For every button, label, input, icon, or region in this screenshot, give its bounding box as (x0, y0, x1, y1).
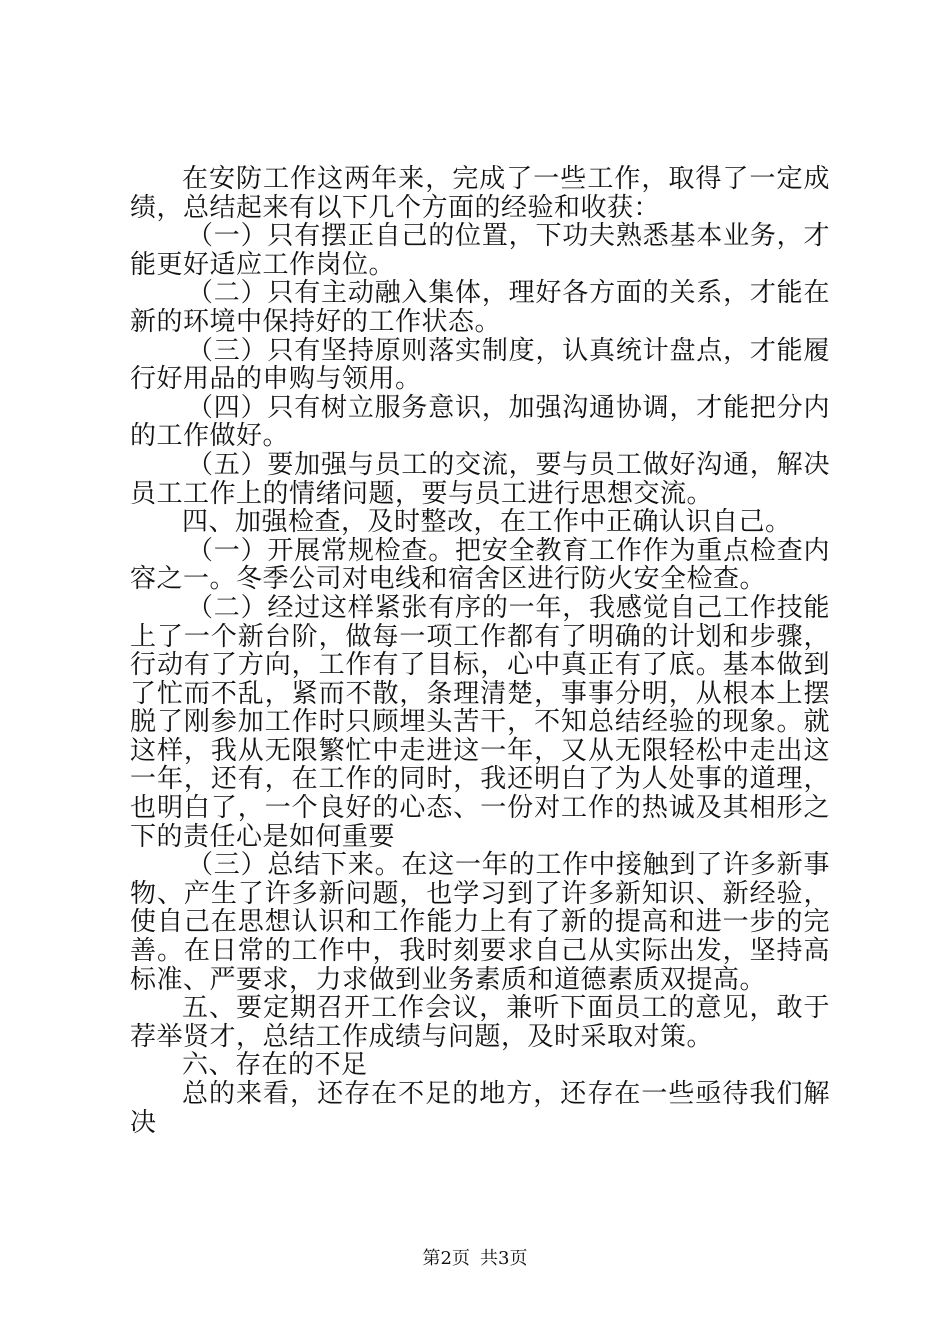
page-number: 第2页 (422, 1248, 470, 1269)
paragraph-8: （一）开展常规检查。把安全教育工作作为重点检查内容之一。冬季公司对电线和宿舍区进行防火安全检查。 (130, 535, 830, 595)
paragraph-6: （五）要加强与员工的交流，要与员工做好沟通，解决员工工作上的情绪问题，要与员工进行思想交流。 (130, 449, 830, 509)
section-heading-4: 四、加强检查，及时整改，在工作中正确认识自己。 (182, 507, 792, 538)
paragraph-3: （二）只有主动融入集体，理好各方面的关系，才能在新的环境中保持好的工作状态。 (130, 278, 830, 337)
paragraph-9: （二）经过这样紧张有序的一年，我感觉自己工作技能上了一个新台阶，做每一项工作都有了明确的计划和步骤，行动有了方向，工作有了目标，心中真正有了底。基本做到了忙而不乱，紧而不散，条理清楚，事事分明，从根本上摆脱了刚参加工作时只顾埋头苦干，不知总结经验的现象。就这样，我从无限繁忙中走进这一年，又从无限轻松中走出这一年，还有，在工作的同时，我还明白了为人处事的道理，也明白了，一个良好的心态、一份对工作的热诚及其相形之下的责任心是如何重要 (130, 592, 830, 852)
paragraph-5: （四）只有树立服务意识，加强沟通协调，才能把分内的工作做好。 (130, 392, 830, 452)
paragraph-10: （三）总结下来。在这一年的工作中接触到了许多新事物、产生了许多新问题，也学习到了许多新知识、新经验，使自己在思想认识和工作能力上有了新的提高和进一步的完善。在日常的工作中，我时刻要求自己从实际出发，坚持高标准、严要求，力求做到业务素质和道德素质双提高。 (130, 850, 830, 995)
paragraph-13: 总的来看，还存在不足的地方，还存在一些亟待我们解决 (130, 1079, 830, 1138)
page-total: 共3页 (480, 1248, 528, 1269)
paragraph-2: （一）只有摆正自己的位置，下功夫熟悉基本业务，才能更好适应工作岗位。 (130, 221, 830, 280)
section-heading-5: 五、要定期召开工作会议，兼听下面员工的意见，敢于荐举贤才，总结工作成绩与问题，及时采取对策。 (130, 993, 830, 1052)
paragraph-1: 在安防工作这两年来，完成了一些工作，取得了一定成绩，总结起来有以下几个方面的经验和收获： (130, 164, 830, 223)
section-heading-6: 六、存在的不足 (182, 1050, 368, 1081)
page-footer (0, 1244, 950, 1270)
document-body (130, 165, 830, 1137)
paragraph-4: （三）只有坚持原则落实制度，认真统计盘点，才能履行好用品的申购与领用。 (130, 335, 830, 395)
